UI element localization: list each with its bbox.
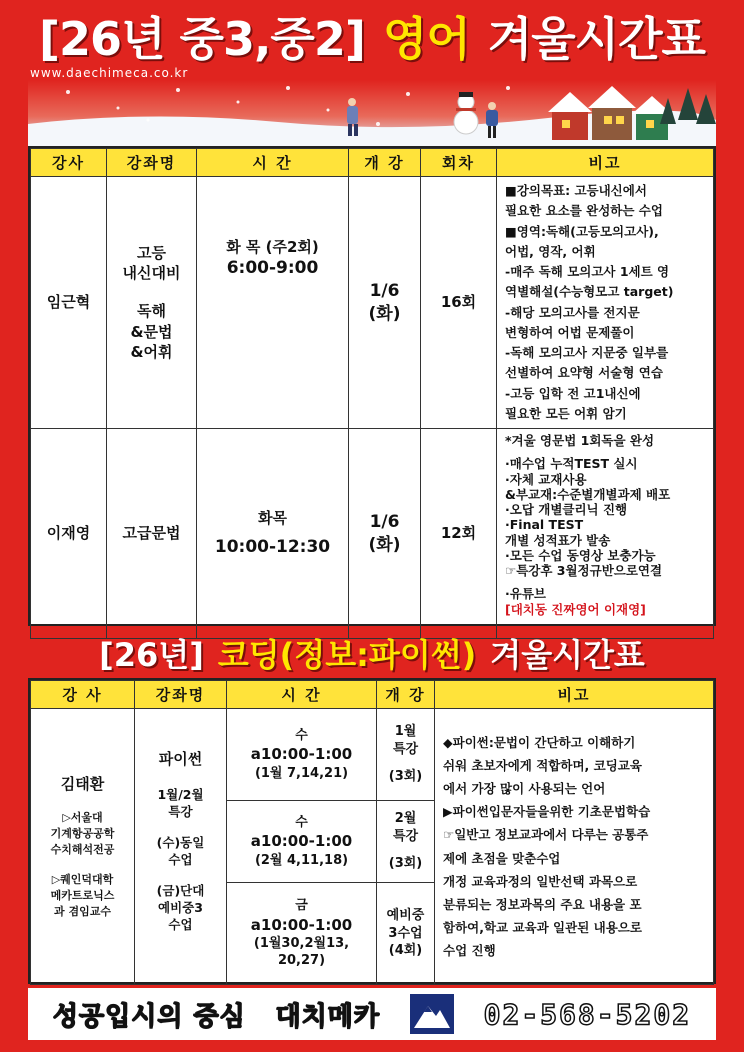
header-time: 시 간 [197,149,349,177]
header-sessions: 회차 [421,149,497,177]
coding-notes: ◆파이썬:문법이 간단하고 이해하기 쉬워 초보자에게 적합하며, 코딩교육 에서 가장 많이 사용되는 언어 ▶파이썬입문자들을위한 기초문법학습 ☞일반고 정보교과에서 다루는 공통주 제에 초점을 맞춘수업 개정 교육과정의 일반선택 과목으로 분류되는 정보과목의 주요 내용을 포 함하여,학교 교육과 일관된 내용으로 수업 진행 [435,709,714,985]
start-date: 1/6 (화) [349,429,421,639]
header-teacher: 강 사 [31,681,135,709]
mountain-logo-icon [410,994,454,1034]
table-row [31,709,714,801]
slogan: 성공입시의 중심 [52,1001,246,1032]
youtube-channel: [대치동 진짜영어 이재영] [505,601,646,617]
course-name: 고급문법 [107,429,197,639]
coding-title-part3: 겨울시간표 [490,636,645,674]
phone-number: 02-568-5202 [483,997,692,1031]
header-course: 강좌명 [135,681,227,709]
table-row [31,177,714,429]
start-date: 예비중 3수업 (4회) [377,883,435,985]
start-date: 2월 특강 (3회) [377,801,435,883]
winter-scene-illustration [28,80,716,146]
session-count: 16회 [421,177,497,429]
start-date: 1/6 (화) [349,177,421,429]
header-start: 개 강 [349,149,421,177]
coding-teacher-cell: 김태환 ▷서울대 기계항공공학 수치해석전공 ▷퀘인덕대학 메카트로닉스 과 겸임교수 [31,709,135,985]
course-name: 고등 내신대비 독해 &문법 &어휘 [107,177,197,429]
brand-name: 대치메카 [275,1001,381,1032]
coding-course-cell: 파이썬 1월/2월 특강 (수)동일 수업 (금)단대 예비중3 수업 [135,709,227,985]
website-url: www.daechimeca.co.kr [30,66,189,80]
class-time: 수 a10:00-1:00 (2월 4,11,18) [227,801,377,883]
header-time: 시 간 [227,681,377,709]
teacher-name: 이재영 [31,429,107,639]
page-title [0,6,744,66]
header-notes: 비고 [435,681,714,709]
header-notes: 비고 [497,149,714,177]
course-notes: ■강의목표: 고등내신에서 필요한 요소를 완성하는 수업 ■영역:독해(고등모의고사), 어법, 영작, 어휘 -매주 독해 모의고사 1세트 영 역별해설(수능형모고 target) -해당 모의고사를 전지문 변형하여 어법 문제풀이 -독해 모의고사 지문중 일부를 선별하여 요약형 서술형 연습 -고등 입학 전 고1내신에 필요한 모든 어휘 암기 [497,177,714,429]
header-teacher: 강사 [31,149,107,177]
session-count: 12회 [421,429,497,639]
table-header-row [31,681,714,709]
class-time: 금 a10:00-1:00 (1월30,2월13, 20,27) [227,883,377,985]
footer-banner [28,988,716,1040]
coding-section-title [28,628,716,678]
coding-schedule-table [28,678,716,984]
table-header-row [31,149,714,177]
title-part3: 겨울시간표 [487,12,705,66]
coding-title-part2: 코딩(정보:파이썬) [217,636,477,674]
table-row [31,429,714,639]
title-part2: 영어 [382,12,470,66]
start-date: 1월 특강 (3회) [377,709,435,801]
class-time: 화목 10:00-12:30 [197,429,349,639]
header-course: 강좌명 [107,149,197,177]
title-part1: [26년 중3,중2] [39,12,365,66]
course-notes: *겨울 영문법 1회독을 완성 ·매수업 누적TEST 실시 ·자체 교재사용 &부교재:수준별개별과제 배포 ·오답 개별클리닉 진행 ·Final TEST 개별 성적표가 발송 ·모든 수업 동영상 보충가능 ☞특강후 3월정규반으로연결 ·유튜브 [대치동 진짜영어 이재영] [497,429,714,639]
class-time: 화 목 (주2회) 6:00-9:00 [197,177,349,429]
header-start: 개 강 [377,681,435,709]
class-time: 수 a10:00-1:00 (1월 7,14,21) [227,709,377,801]
course-name: 파이썬 [158,750,203,768]
teacher-name: 김태환 [60,774,105,793]
coding-title-part1: [26년] [99,636,204,674]
teacher-name: 임근혁 [31,177,107,429]
english-schedule-table [28,146,716,626]
